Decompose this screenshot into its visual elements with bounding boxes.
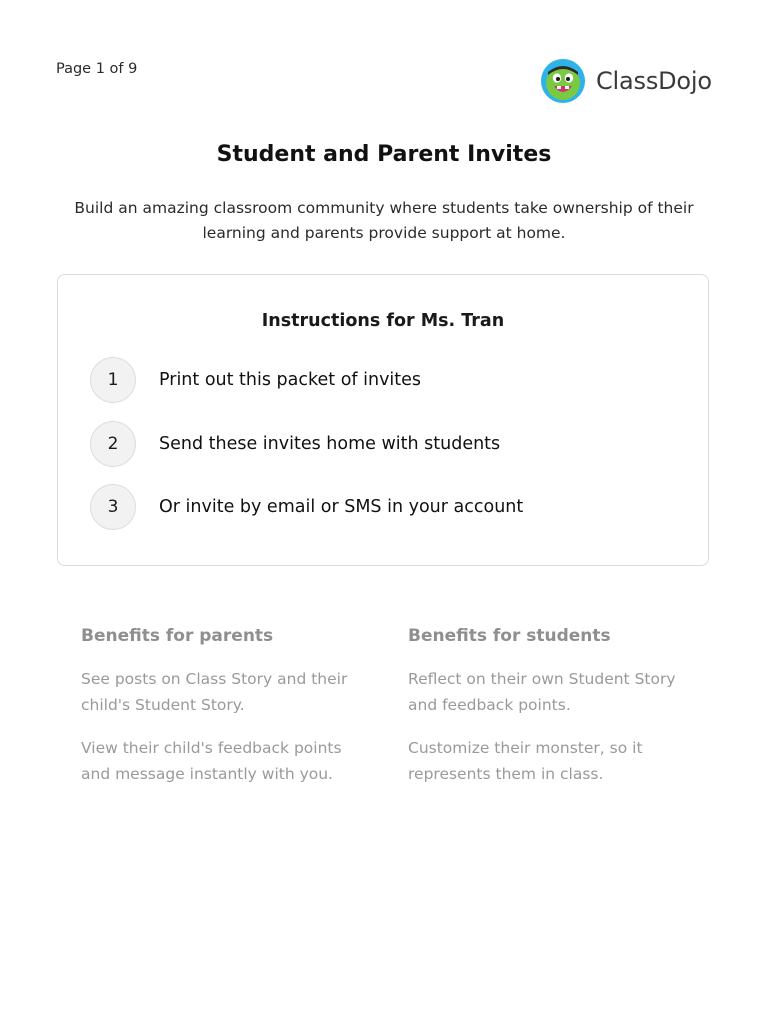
- step-text: Or invite by email or SMS in your account: [159, 497, 524, 517]
- benefits-for-parents: [81, 624, 371, 787]
- brand-logo-lockup: [540, 56, 712, 106]
- instructions-card: [57, 274, 709, 566]
- benefit-item: See posts on Class Story and their child's Student Story.: [81, 670, 348, 714]
- step-number-badge: 2: [90, 421, 136, 467]
- step-text: Print out this packet of invites: [159, 370, 422, 390]
- instruction-step: [90, 357, 421, 403]
- classdojo-monster-logo-icon: [540, 58, 586, 104]
- instruction-step: [90, 484, 523, 530]
- page-subtitle: Build an amazing classroom community where students take ownership of their learning and parents provide support at home.: [74, 199, 694, 242]
- brand-name: ClassDojo: [596, 67, 712, 95]
- step-number-badge: 3: [90, 484, 136, 530]
- benefits-heading: Benefits for parents: [81, 626, 274, 646]
- benefit-item: Reflect on their own Student Story and feedback points.: [408, 670, 676, 714]
- page-number: Page 1 of 9: [56, 61, 138, 77]
- page-title: Student and Parent Invites: [216, 142, 552, 167]
- benefit-item: View their child's feedback points and message instantly with you.: [81, 739, 342, 783]
- benefit-item: Customize their monster, so it represents them in class.: [408, 739, 643, 783]
- step-text: Send these invites home with students: [159, 434, 501, 454]
- step-number-badge: 1: [90, 357, 136, 403]
- instructions-heading: Instructions for Ms. Tran: [261, 311, 505, 331]
- instruction-step: [90, 421, 500, 467]
- benefits-heading: Benefits for students: [408, 626, 611, 646]
- benefits-for-students: [408, 624, 698, 787]
